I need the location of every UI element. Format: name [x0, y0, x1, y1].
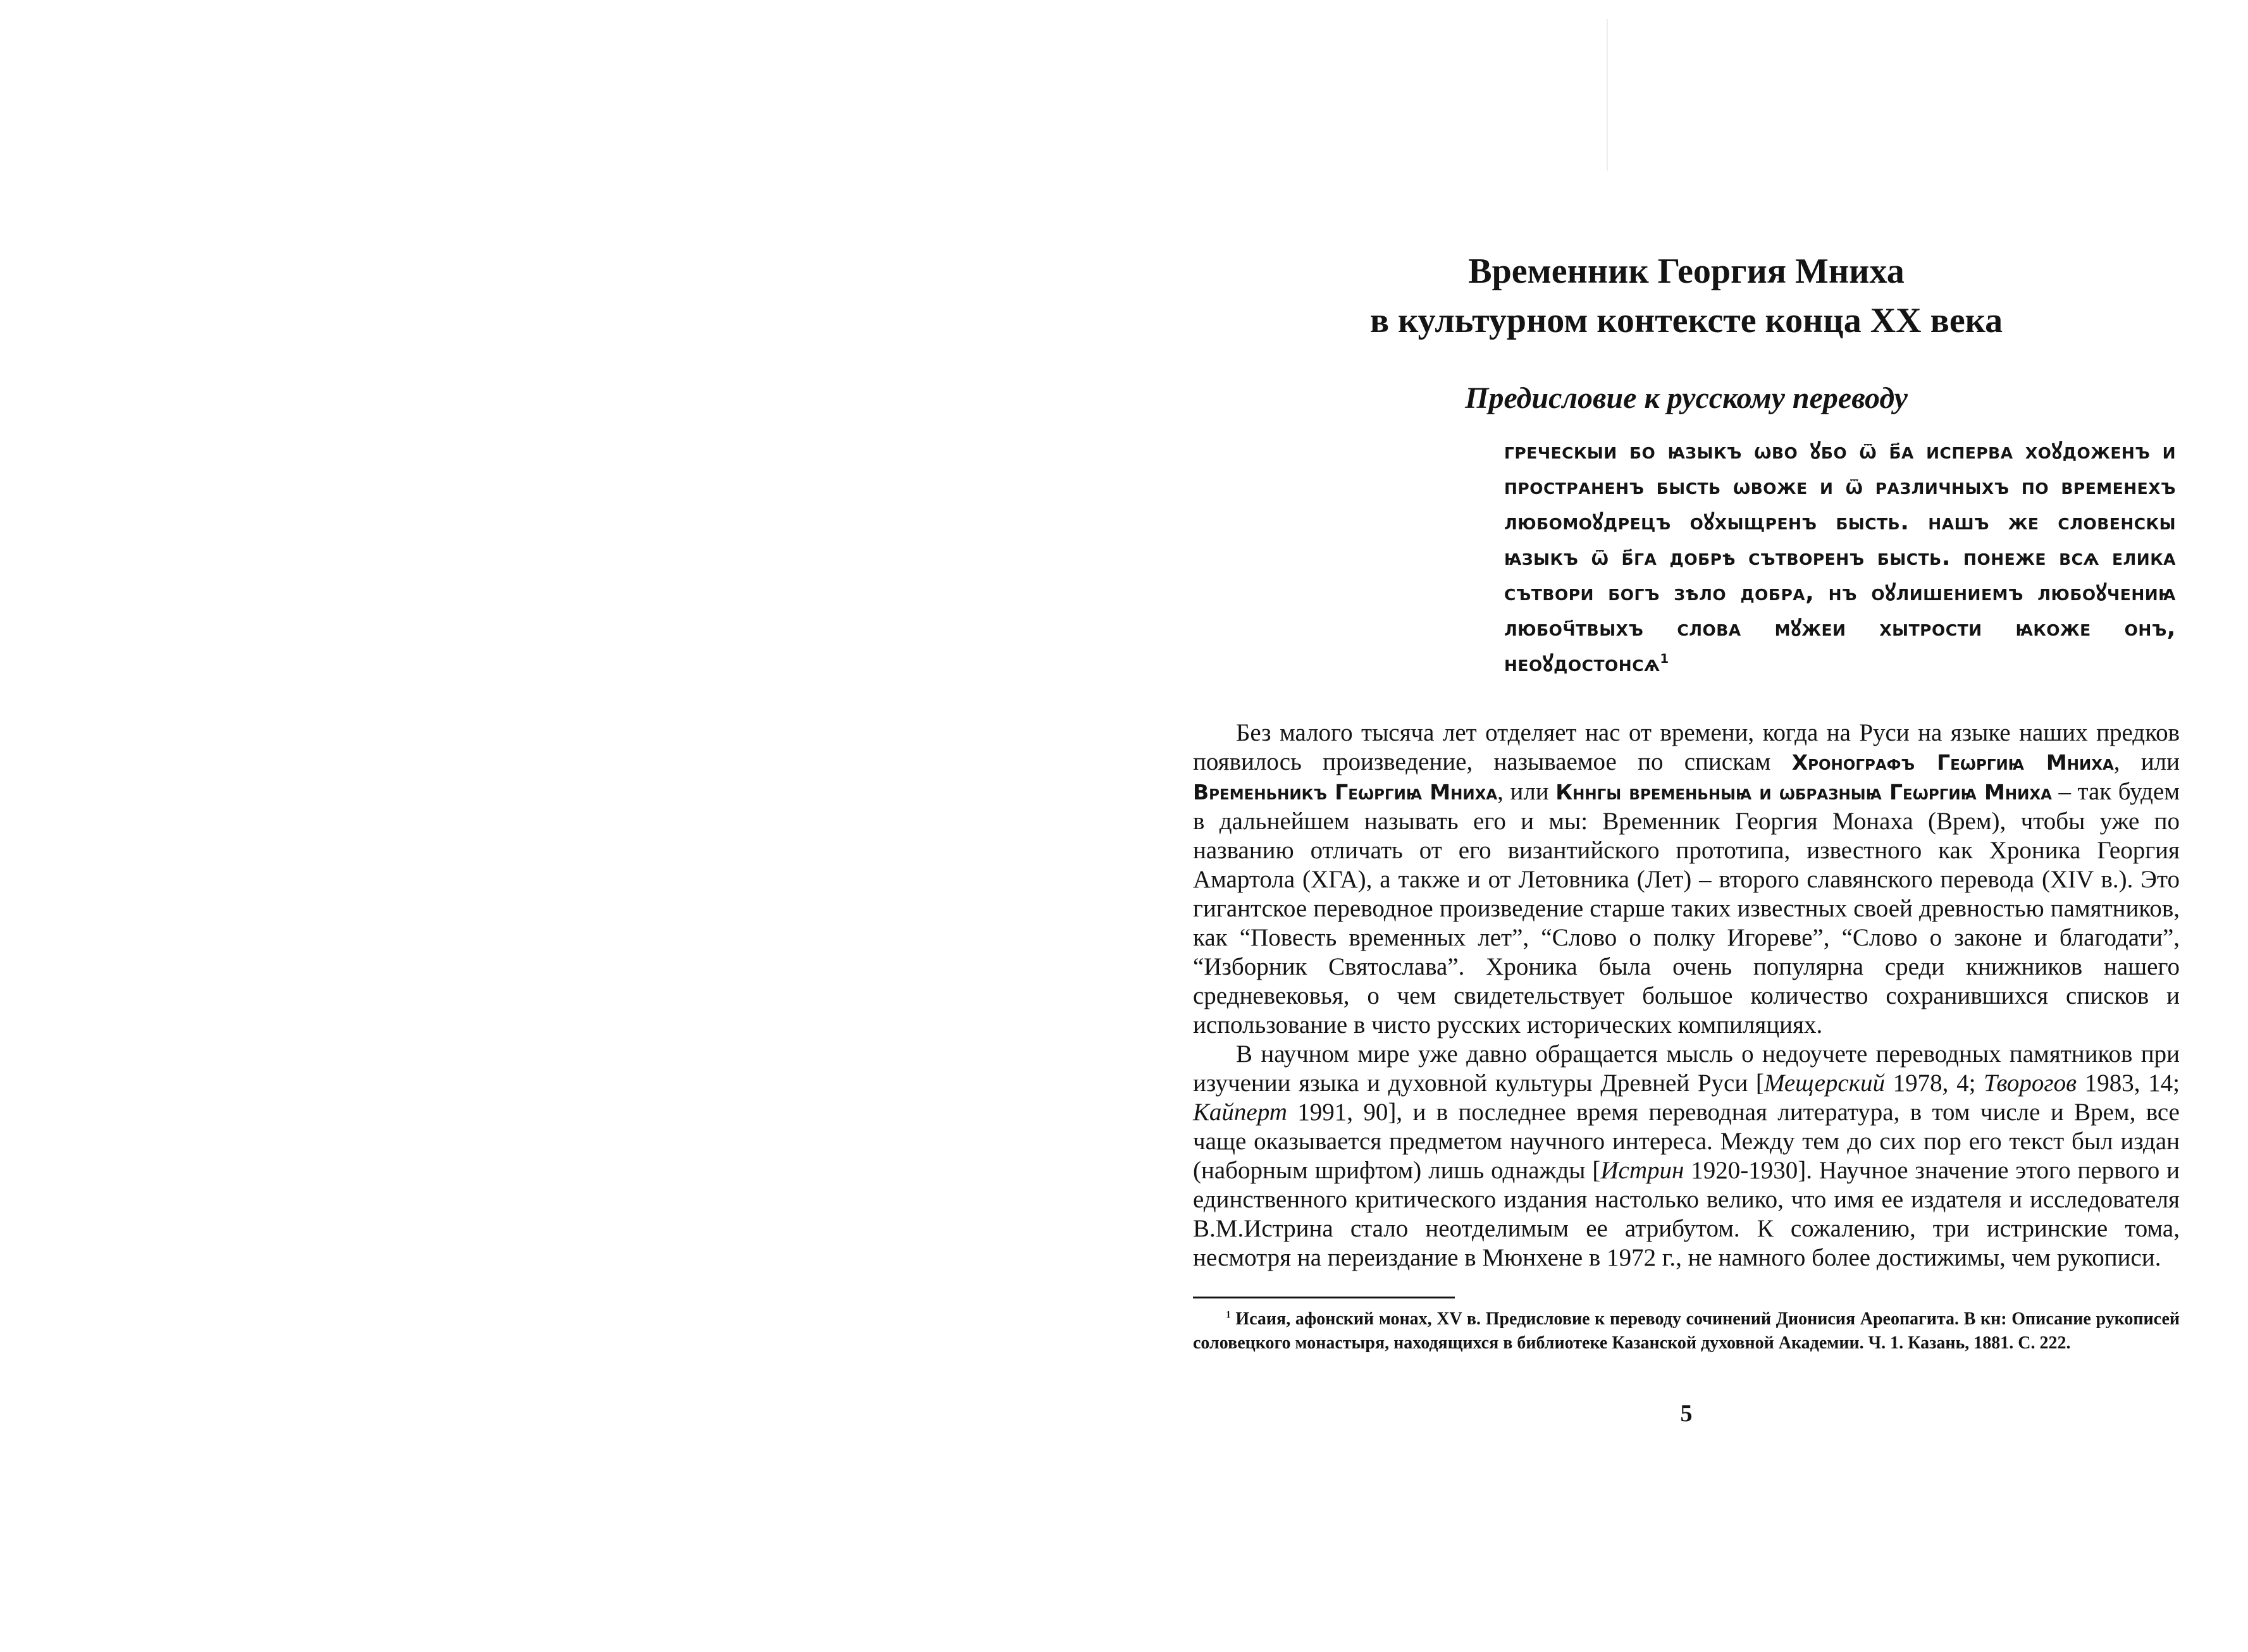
- page-title: [1193, 247, 2180, 345]
- p2-text-a: В научном мире уже давно обращается мысль о недоучете переводных памятников при изучении языка и духовной культуры Древней Руси [: [1193, 1040, 2180, 1097]
- page-number: 5: [1680, 1400, 1693, 1427]
- p1-text-b: , или: [2113, 748, 2180, 775]
- p2-text-c: 1983, 14;: [2077, 1069, 2180, 1097]
- page-subtitle: Предисловие к русскому переводу: [1465, 381, 1908, 415]
- footnote: [1193, 1307, 2180, 1355]
- p2-citation-1: Мещерский: [1763, 1069, 1885, 1097]
- p1-slavonic-title-2: Временьникъ Геѡргиꙗ Мниха: [1193, 780, 1498, 804]
- body-text: [1193, 718, 2180, 1273]
- epigraph-text: греческыи бо ꙗзыкъ ѡво ꙋбо ѿ б҃а испервa хоꙋдоженъ и пространенъ бысть ѡвоже и ѿ различныхъ по временехъ любомоꙋдрецъ оꙋхыщренъ бысть. нашъ же словенскы ꙗзыкъ ѿ б҃га добрѣ сътворенъ бысть. понеже всѧ елика сътвори богъ зѣло добра, нъ оꙋлишениемъ любоꙋчениꙗ любоч҃твыхъ слова мꙋжеи хытрости ꙗкоже онъ, неоꙋдостонсѧ: [1504, 438, 2176, 677]
- p1-slavonic-title-1: Хронографъ Геѡргиꙗ Мниха: [1791, 750, 2114, 775]
- p1-text-d: – так будем в дальнейшем называть его и мы: Временник Георгия Монаха (Врем), чтобы уже по названию отличать от его византийского прототипа, известного как Хроника Георгия Амартола (ХГА), а также и от Летовника (Лет) – второго славянского перевода (XIV в.). Это гигантское переводное произведение старше таких известных своей древностью памятников, как “Повесть временных лет”, “Слово о полку Игореве”, “Слово о законе и благодати”, “Изборник Святослава”. Хроника была очень популярна среди книжников нашего средневековья, о чем свидетельствует большое количество сохранившихся списков и использование в чисто русских исторических компиляциях.: [1193, 778, 2180, 1039]
- footnote-paragraph: [1193, 1307, 2180, 1355]
- p1-text-a: Без малого тысяча лет отделяет нас от времени, когда на Руси на языке наших предков появилось произведение, называемое по спискам: [1193, 719, 2180, 775]
- title-line-1: Временник Георгия Мниха: [1468, 252, 1905, 291]
- right-page: [1193, 247, 2180, 1427]
- epigraph-note-mark: 1: [1660, 651, 1669, 666]
- p1-text-c: , или: [1497, 778, 1556, 805]
- paragraph-1: [1193, 718, 2180, 1040]
- footnote-mark: 1: [1226, 1309, 1231, 1321]
- p2-text-d: 1991, 90], и в последнее время переводная литература, в том числе и Врем, все чаще оказывается предметом научного интереса. Между тем до сих пор его текст был издан (наборным шрифтом) лишь однажды [: [1193, 1099, 2180, 1184]
- paragraph-2: [1193, 1040, 2180, 1273]
- footnote-text: Исаия, афонский монах, XV в. Предисловие к переводу сочинений Дионисия Ареопагита. В кн: Описание рукописей соловецкого монастыря, находящихся в библиотеке Казанской духовной Академии. Ч. 1. Казань, 1881. С. 222.: [1193, 1309, 2180, 1353]
- title-line-2: в культурном контексте конца XX века: [1369, 301, 2003, 340]
- page-spread-edge: [1607, 19, 1608, 171]
- p1-slavonic-title-3: Кннгы временьныꙗ и ѡбразныꙗ Геѡргиꙗ Мниха: [1555, 780, 2052, 804]
- p2-citation-2: Творогов: [1984, 1069, 2077, 1097]
- p2-text-e: 1920-1930]. Научное значение этого первого и единственного критического издания настолько велико, что имя ее издателя и исследователя В.М.Истрина стало неотделимым ее атрибутом. К сожалению, три истринские тома, несмотря на переиздание в Мюнхене в 1972 г., не намного более достижимы, чем рукописи.: [1193, 1157, 2180, 1271]
- p2-citation-3: Кайперт: [1193, 1099, 1287, 1126]
- epigraph-quote: [1504, 434, 2176, 682]
- p2-text-b: 1978, 4;: [1884, 1069, 1984, 1097]
- p2-citation-4: Истрин: [1600, 1157, 1684, 1184]
- footnote-divider: [1193, 1297, 1455, 1298]
